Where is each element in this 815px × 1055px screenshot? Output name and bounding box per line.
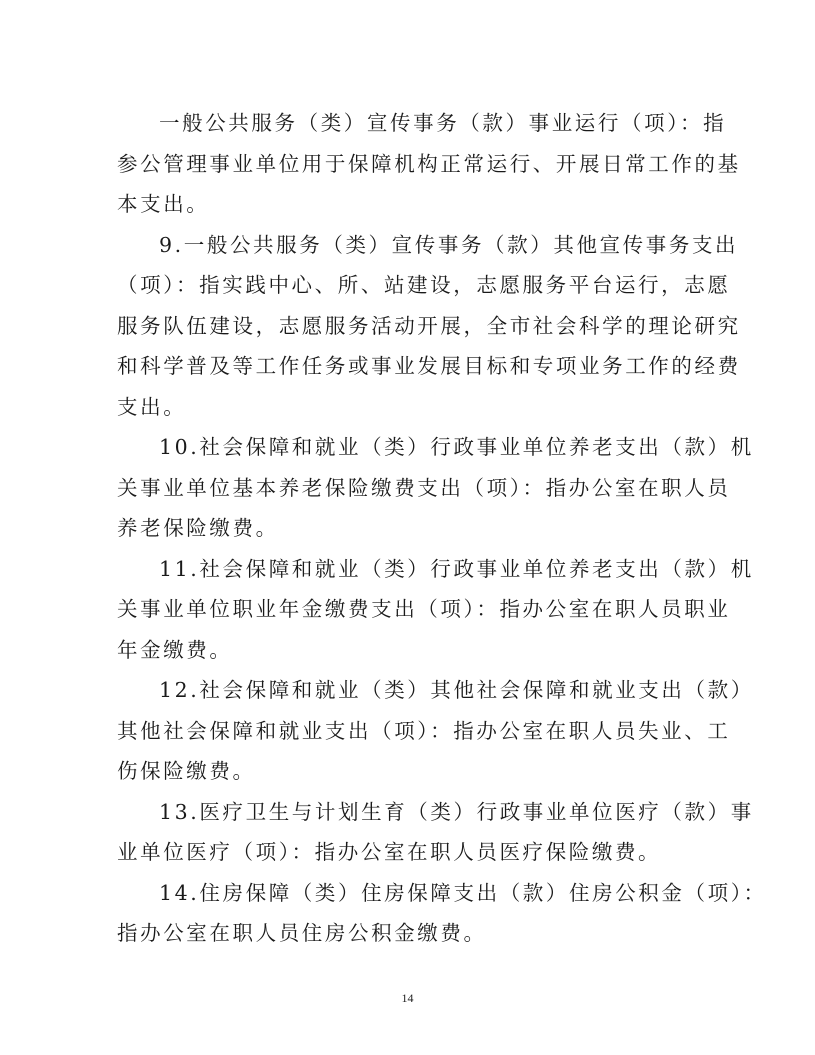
text-line: 12.社会保障和就业（类）其他社会保障和就业支出（款） [159,678,754,702]
paragraph-item-11 [117,549,754,671]
text-line: 本支出。 [117,192,210,216]
text-line: 伤保险缴费。 [117,759,256,783]
text-line: 9.一般公共服务（类）宣传事务（款）其他宣传事务支出 [159,232,739,257]
text-line: 指办公室在职人员住房公积金缴费。 [117,921,487,945]
paragraph-item-14 [117,873,767,954]
text-line: 支出。 [117,394,187,419]
text-line: 13.医疗卫生与计划生育（类）行政事业单位医疗（款）事 [159,799,754,824]
text-line: 和科学普及等工作任务或事业发展目标和专项业务工作的经费 [117,354,741,378]
document-body [117,103,767,954]
text-line: 业单位医疗（项）：指办公室在职人员医疗保险缴费。 [117,840,662,864]
text-line: 11.社会保障和就业（类）行政事业单位养老支出（款）机 [159,556,754,581]
paragraph-item-9 [117,225,741,428]
paragraph-item-10 [117,427,754,549]
text-line: 养老保险缴费。 [117,516,279,540]
text-line: 14.住房保障（类）住房保障支出（款）住房公积金（项）： [159,880,767,905]
text-line: 一般公共服务（类）宣传事务（款）事业运行（项）：指 [159,111,727,135]
text-line: 年金缴费。 [117,637,233,662]
text-line: 服务队伍建设，志愿服务活动开展，全市社会科学的理论研究 [117,313,741,338]
text-line: 关事业单位职业年金缴费支出（项）：指办公室在职人员职业 [117,597,731,621]
text-line: 参公管理事业单位用于保障机构正常运行、开展日常工作的基 [117,151,741,176]
text-line: 关事业单位基本养老保险缴费支出（项）：指办公室在职人员 [117,475,731,500]
text-line: 其他社会保障和就业支出（项）：指办公室在职人员失业、工 [117,718,731,743]
text-line: 10.社会保障和就业（类）行政事业单位养老支出（款）机 [159,435,754,459]
text-line: （项）：指实践中心、所、站建设，志愿服务平台运行，志愿 [117,273,731,297]
paragraph-item-12 [117,670,754,792]
page-number: 14 [401,991,414,1005]
paragraph-publicity-operation [117,103,741,225]
paragraph-item-13 [117,792,754,873]
